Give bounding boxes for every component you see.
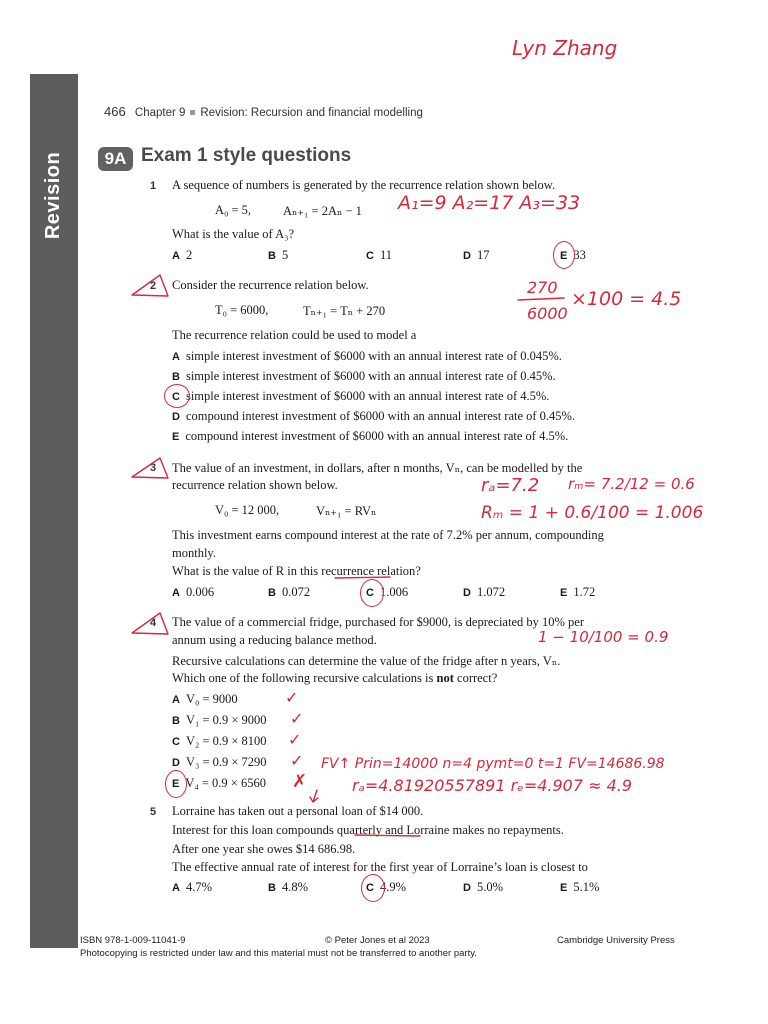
question-3-working-monthly-rate: rₘ= 7.2/12 = 0.6: [568, 475, 695, 493]
question-3-relation-rule: Vₙ₊₁ = RVₙ: [316, 504, 377, 518]
question-1-prompt: What is the value of A₃?: [172, 227, 295, 241]
question-4-option-b[interactable]: B V₁ = 0.9 × 9000: [172, 713, 267, 727]
question-3-option-d[interactable]: D 1.072: [463, 585, 506, 599]
question-5-option-a[interactable]: A 4.7%: [172, 880, 212, 894]
section-badge: 9A: [98, 147, 133, 171]
question-4-option-c[interactable]: C V₂ = 0.9 × 8100: [172, 734, 267, 748]
question-4-option-a[interactable]: A V₀ = 9000: [172, 692, 238, 706]
question-1-working: A₁=9 A₂=17 A₃=33: [398, 192, 581, 214]
question-2-option-e[interactable]: E compound interest investment of $6000 with an annual interest rate of 4.5%.: [172, 429, 569, 443]
question-2-working-numerator: 270: [527, 278, 558, 297]
footer-notice: Photocopying is restricted under law and this material must not be transferred to another party.: [80, 948, 477, 959]
question-3-text-line-1: The value of an investment, in dollars, after n months, Vₙ, can be modelled by the: [172, 461, 583, 475]
question-4-mark-d: ✓: [290, 751, 304, 770]
question-4-option-e[interactable]: E V₄ = 0.9 × 6560: [172, 776, 266, 790]
question-4-mark-a: ✓: [285, 688, 299, 707]
question-4-prompt: Which one of the following recursive calculations is not correct?: [172, 671, 498, 685]
question-3-prompt: What is the value of R in this recurrence relation?: [172, 564, 421, 578]
question-1-text: A sequence of numbers is generated by the recurrence relation shown below.: [172, 178, 556, 192]
question-2-option-a[interactable]: A simple interest investment of $6000 with an annual interest rate of 0.045%.: [172, 349, 562, 363]
page-number: 466: [104, 104, 126, 119]
question-3-relation-initial: V₀ = 12 000,: [215, 503, 280, 517]
question-3-number: 3: [150, 462, 157, 474]
question-5-text-line-4: The effective annual rate of interest for the first year of Lorraine’s loan is closest to: [172, 860, 588, 874]
question-5-text-line-3: After one year she owes $14 686.98.: [172, 842, 356, 856]
question-5-option-e[interactable]: E 5.1%: [560, 880, 600, 894]
question-5-text-line-2: Interest for this loan compounds quarterly and Lorraine makes no repayments.: [172, 823, 564, 837]
question-2-working-result: ×100 = 4.5: [571, 288, 682, 310]
question-2-fraction-bar: [518, 298, 564, 300]
sidebar-label: Revision: [42, 151, 65, 239]
question-1-relation-initial: A₀ = 5,: [215, 203, 252, 217]
question-3-recurrence-underline: [335, 577, 390, 578]
question-4-number: 4: [150, 617, 157, 629]
chapter-label: Chapter 9: [134, 107, 186, 119]
question-5-option-b[interactable]: B 4.8%: [268, 880, 308, 894]
question-3-option-e[interactable]: E 1.72: [560, 585, 596, 599]
section-title: Exam 1 style questions: [141, 145, 352, 166]
question-1-relation-rule: Aₙ₊₁ = 2Aₙ − 1: [283, 204, 362, 218]
question-2-working-denominator: 6000: [527, 304, 568, 323]
question-3-text-line-4: monthly.: [172, 546, 216, 560]
question-4-text-line-2: annum using a reducing balance method.: [172, 633, 377, 647]
question-3-working-r-value: Rₘ = 1 + 0.6/100 = 1.006: [481, 503, 704, 523]
question-3-option-b[interactable]: B 0.072: [268, 585, 311, 599]
question-4-mark-e: ✗: [292, 771, 308, 792]
question-4-text-line-1: The value of a commercial fridge, purchased for $9000, is depreciated by 10% per: [172, 615, 584, 629]
question-5-working-rates: rₐ=4.81920557891 rₑ=4.907 ≈ 4.9: [352, 776, 633, 795]
question-4-triangle-mark: [132, 613, 168, 634]
question-4-option-d[interactable]: D V₃ = 0.9 × 7290: [172, 755, 267, 769]
question-2-relation-rule: Tₙ₊₁ = Tₙ + 270: [303, 304, 386, 318]
question-2-option-b[interactable]: B simple interest investment of $6000 with an annual interest rate of 0.45%.: [172, 369, 556, 383]
question-4-text-line-3: Recursive calculations can determine the value of the fridge after n years, Vₙ.: [172, 654, 561, 668]
question-4-arrow-stroke: [310, 790, 318, 802]
question-1-number: 1: [150, 180, 157, 192]
footer-publisher: Cambridge University Press: [557, 935, 675, 946]
question-2-relation-initial: T₀ = 6000,: [215, 303, 269, 317]
handwritten-name: Lyn Zhang: [512, 36, 618, 60]
question-3-quarterly-underline: [355, 835, 420, 836]
question-1-option-d[interactable]: D 17: [463, 248, 490, 262]
question-2-number: 2: [150, 280, 157, 292]
question-5-option-c[interactable]: C 4.9%: [366, 880, 406, 894]
question-3-option-a[interactable]: A 0.006: [172, 585, 215, 599]
question-2-triangle-mark: [132, 275, 168, 296]
question-3-triangle-mark: [132, 458, 168, 478]
question-5-number: 5: [150, 806, 157, 818]
footer-copyright: © Peter Jones et al 2023: [325, 935, 430, 946]
question-1-option-e[interactable]: E 33: [560, 248, 586, 262]
question-4-working: 1 − 10/100 = 0.9: [538, 628, 669, 646]
question-5-text-line-1: Lorraine has taken out a personal loan of $14 000.: [172, 804, 424, 818]
question-4-mark-b: ✓: [290, 709, 304, 728]
question-4-mark-c: ✓: [288, 730, 302, 749]
question-2-option-d[interactable]: D compound interest investment of $6000 with an annual interest rate of 0.45%.: [172, 409, 576, 423]
question-5-working-calculator: FV↑ Prin=14000 n=4 pymt=0 t=1 FV=14686.98: [321, 756, 665, 772]
question-1-option-a[interactable]: A 2: [172, 248, 193, 262]
question-3-option-c[interactable]: C 1.006: [366, 585, 409, 599]
question-3-working-annual-rate: rₐ=7.2: [481, 475, 540, 496]
question-1-option-b[interactable]: B 5: [268, 248, 289, 262]
question-3-text-line-3: This investment earns compound interest at the rate of 7.2% per annum, compounding: [172, 528, 604, 542]
footer-isbn: ISBN 978-1-009-11041-9: [80, 935, 186, 946]
question-5-option-d[interactable]: D 5.0%: [463, 880, 503, 894]
question-2-text: Consider the recurrence relation below.: [172, 278, 369, 292]
question-2-option-c[interactable]: C simple interest investment of $6000 with an annual interest rate of 4.5%.: [172, 389, 550, 403]
question-2-prompt: The recurrence relation could be used to model a: [172, 328, 417, 342]
chapter-title: Revision: Recursion and financial modelling: [200, 107, 423, 119]
question-1-option-c[interactable]: C 11: [366, 248, 392, 262]
question-3-text-line-2: recurrence relation shown below.: [172, 478, 338, 492]
